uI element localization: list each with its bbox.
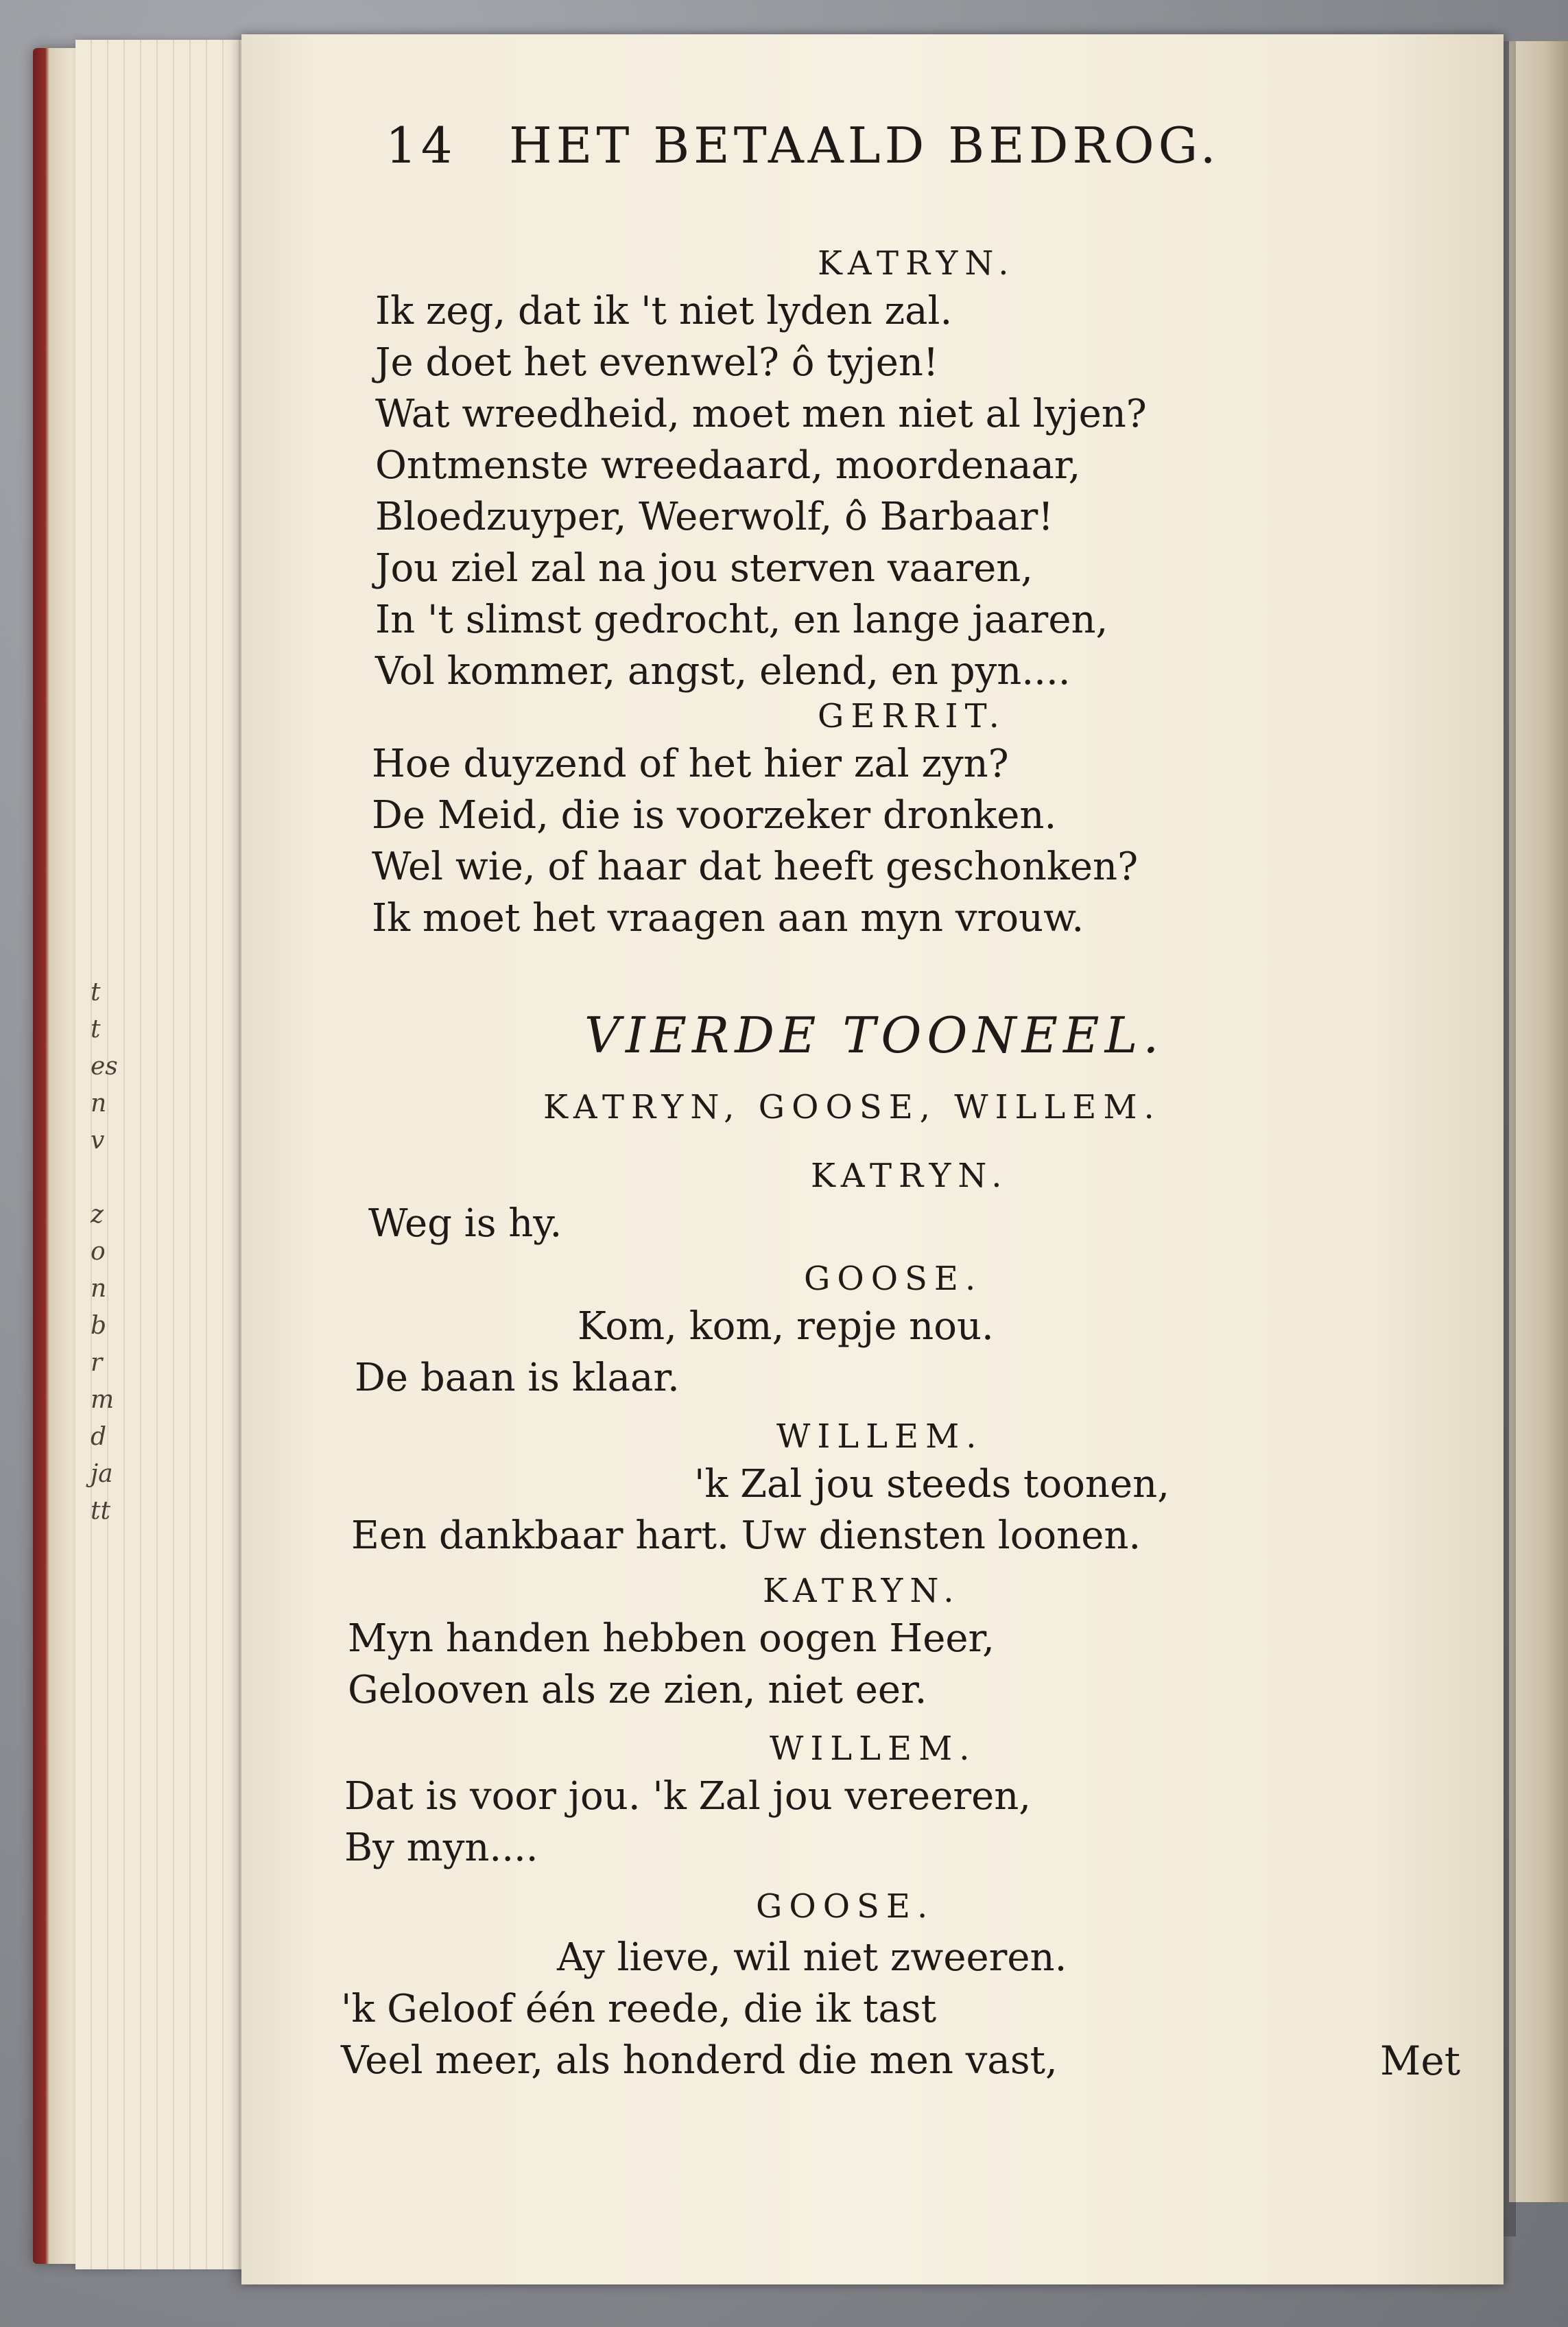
verse-line: Wat wreedheid, moet men niet al lyjen?: [375, 392, 1147, 436]
speaker-name: KATRYN.: [811, 1157, 1009, 1195]
verse-line: Weg is hy.: [368, 1201, 562, 1246]
speaker-name: KATRYN.: [763, 1572, 961, 1610]
speaker-name: KATRYN.: [818, 244, 1016, 283]
verse-line: Hoe duyzend of het hier zal zyn?: [372, 742, 1009, 786]
verse-line: Je doet het evenwel? ô tyjen!: [375, 340, 939, 385]
verse-line: Gelooven als ze zien, niet eer.: [348, 1668, 927, 1712]
verse-line: De Meid, die is voorzeker dronken.: [372, 793, 1057, 838]
page-number: 14: [385, 117, 457, 174]
verse-line: 'k Zal jou steeds toonen,: [694, 1462, 1169, 1507]
speaker-name: WILLEM.: [776, 1417, 984, 1456]
verse-line: Een dankbaar hart. Uw diensten loonen.: [351, 1513, 1141, 1558]
speaker-name: GOOSE.: [756, 1887, 935, 1926]
speaker-name: GERRIT.: [818, 697, 1006, 735]
speaker-name: WILLEM.: [770, 1729, 977, 1768]
verse-line: 'k Geloof één reede, die ik tast: [341, 1987, 937, 2031]
speaker-name: GOOSE.: [804, 1260, 983, 1298]
verse-line: Veel meer, als honderd die men vast,: [341, 2038, 1058, 2083]
page-text: [241, 34, 1504, 2284]
verse-line: Kom, kom, repje nou.: [578, 1304, 994, 1349]
verse-line: Ik zeg, dat ik 't niet lyden zal.: [375, 289, 953, 333]
scene-title: VIERDE TOONEEL.: [584, 1006, 1165, 1064]
verse-line: In 't slimst gedrocht, en lange jaaren,: [375, 598, 1108, 642]
verse-line: Myn handen hebben oogen Heer,: [348, 1616, 995, 1661]
running-title: HET BETAALD BEDROG.: [509, 117, 1220, 174]
verse-line: De baan is klaar.: [355, 1356, 680, 1400]
verse-line: Bloedzuyper, Weerwolf, ô Barbaar!: [375, 495, 1054, 539]
verse-line: Ik moet het vraagen aan myn vrouw.: [372, 896, 1084, 941]
verse-line: By myn....: [344, 1826, 538, 1870]
verse-line: Jou ziel zal na jou sterven vaaren,: [375, 546, 1034, 591]
scene-characters: KATRYN, GOOSE, WILLEM.: [543, 1088, 1161, 1126]
verse-line: Dat is voor jou. 'k Zal jou vereeren,: [344, 1774, 1032, 1819]
catchword: Met: [1380, 2037, 1461, 2084]
margin-bleed-text: t t es n v z o n b r m d ja tt: [91, 978, 118, 1525]
verse-line: Wel wie, of haar dat heeft geschonken?: [372, 844, 1139, 889]
right-page-edge: [1509, 41, 1568, 2202]
book-page: [241, 34, 1504, 2284]
verse-line: Ontmenste wreedaard, moordenaar,: [375, 443, 1081, 488]
verse-line: Ay lieve, wil niet zweeren.: [557, 1935, 1067, 1980]
verse-line: Vol kommer, angst, elend, en pyn....: [375, 649, 1071, 694]
